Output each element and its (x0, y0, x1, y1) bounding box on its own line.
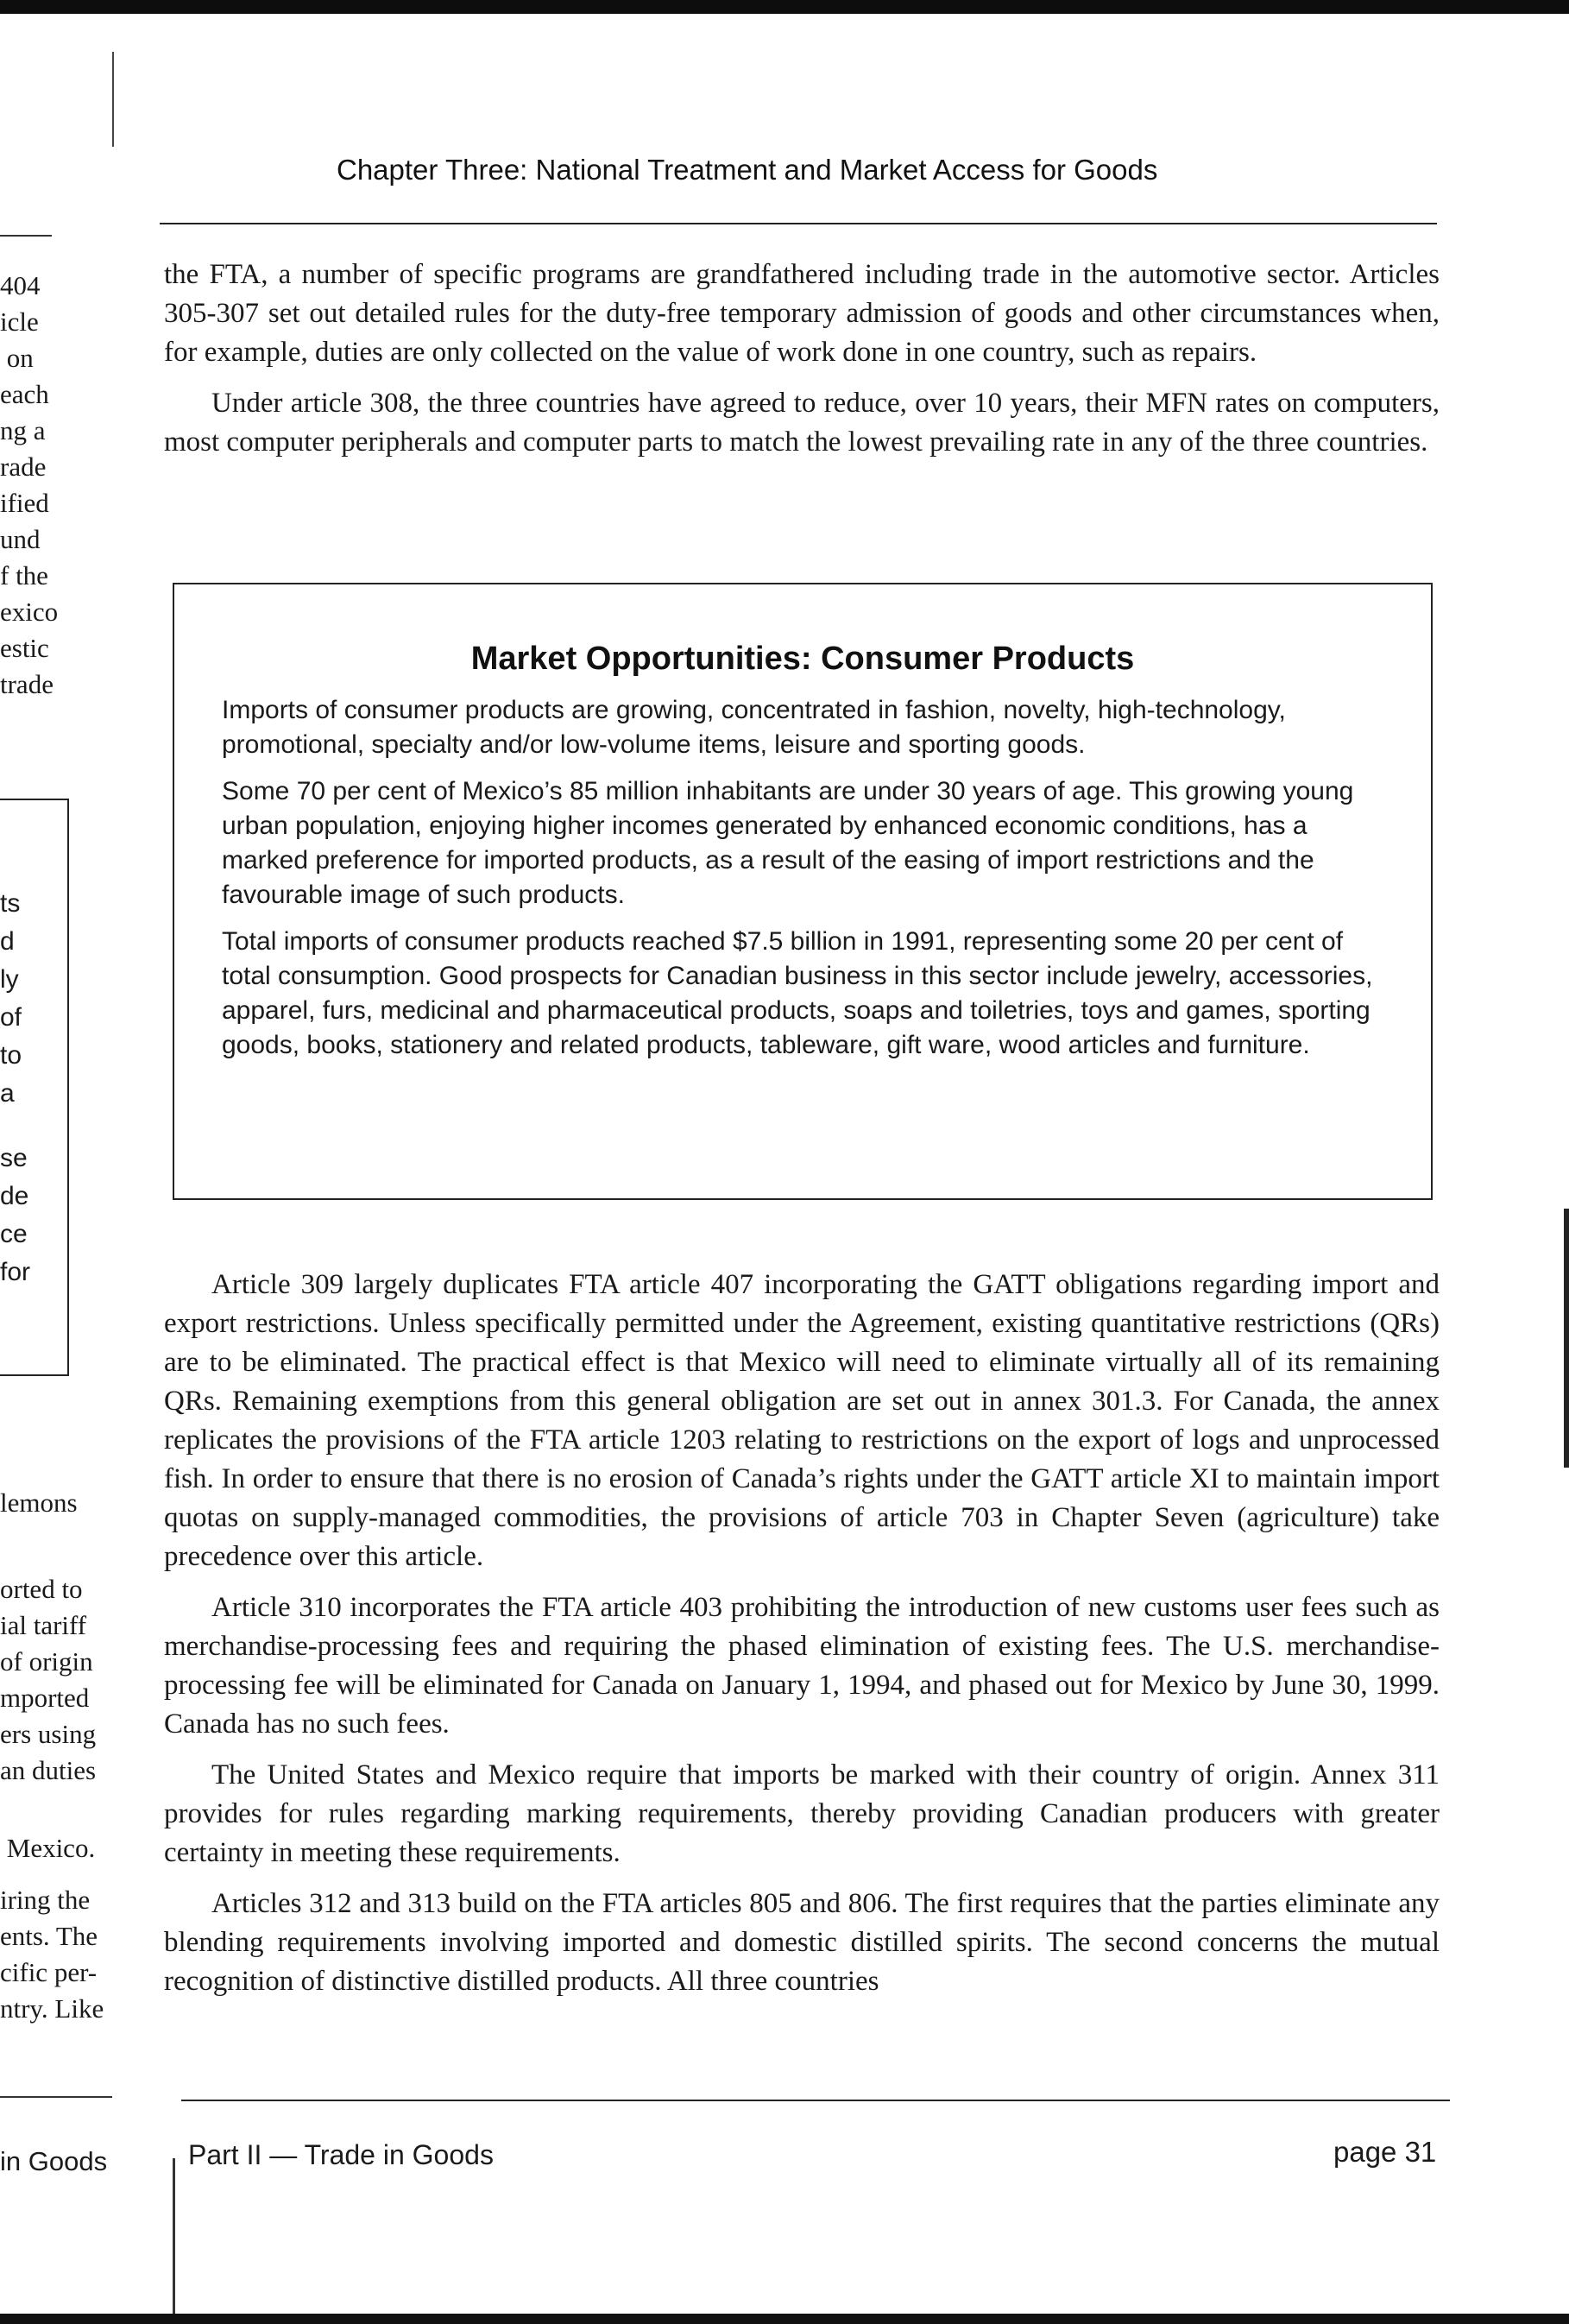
box-paragraph: Imports of consumer products are growing, concentrated in fashion, novelty, high-technology, promotional, specialty and/or low-volume items, leisure and sporting goods. (222, 696, 1286, 759)
margin-text-fragment: lemons (0, 1487, 78, 1518)
scan-binding-line (173, 2158, 175, 2324)
body-text-bottom (164, 1266, 1440, 2013)
scan-margin-mark (112, 52, 114, 147)
margin-text-fragment: se de ce for (0, 1144, 31, 1286)
running-footer: Part II — Trade in Goods (188, 2139, 494, 2170)
footer-rule (181, 2100, 1450, 2101)
box-paragraph: Total imports of consumer products reached $7.5 billion in 1991, representing some 20 per cent of total consumption. Good prospects for Canadian business in this sector include jewelry, accessories, apparel, furs, medicinal and pharmaceutical products, soaps and toiletries, toys and games, sporting goods, books, stationery and related products, tableware, gift ware, wood articles and furniture. (222, 927, 1373, 1059)
scan-right-edge (1564, 1209, 1569, 1468)
header-rule (160, 223, 1437, 224)
scan-top-edge (0, 0, 1569, 14)
margin-footer-fragment: in Goods (0, 2146, 108, 2176)
running-header: Chapter Three: National Treatment and Market Access for Goods (337, 154, 1158, 186)
margin-text-fragment: 404 icle on each ng a rade ified und f the exico estic trade (0, 270, 59, 699)
scan-bottom-edge (0, 2314, 1569, 2324)
box-title: Market Opportunities: Consumer Products (470, 641, 1135, 677)
box-paragraph: Some 70 per cent of Mexico’s 85 million inhabitants are under 30 years of age. This growing young urban population, enjoying higher incomes generated by enhanced economic conditions, has a marked preference for imported products, as a result of the easing of import restrictions and the favourable image of such products. (222, 777, 1354, 909)
paragraph: the FTA, a number of specific programs are grandfathered including trade in the automotive sector. Articles 305-307 set out detailed rules for the duty-free temporary admission of goods and other circumstances when, for example, duties are only collected on the value of work done in one country, such as repairs. (164, 259, 1440, 368)
margin-text-fragment: orted to ial tariff of origin mported ers using an duties (0, 1574, 97, 1785)
margin-rule (0, 2096, 112, 2098)
paragraph: Under article 308, the three countries have agreed to reduce, over 10 years, their MFN rates on computers, most computer peripherals and computer parts to match the lowest prevailing rate in any of the three countries. (164, 388, 1440, 458)
paragraph: Article 310 incorporates the FTA article 403 prohibiting the introduction of new customs user fees such as merchandise-processing fees and requiring the phased elimination of existing fees. The U.S. merchandise-processing fee will be eliminated for Canada on January 1, 1994, and phased out for Mexico by June 30, 1999. Canada has no such fees. (164, 1592, 1440, 1740)
margin-text-fragment: ts d ly of to a (0, 889, 22, 1108)
page-number: page 31 (1333, 2136, 1437, 2168)
margin-text-fragment: Mexico. (0, 1833, 96, 1863)
paragraph: The United States and Mexico require that imports be marked with their country of origin. Annex 311 provides for rules regarding marking requirements, thereby providing Canadian producers with greater certainty in meeting these requirements. (164, 1759, 1440, 1868)
paragraph: Article 309 largely duplicates FTA article 407 incorporating the GATT obligations regarding import and export restrictions. Unless specifically permitted under the Agreement, existing quantitative restrictions (QRs) are to be eliminated. The practical effect is that Mexico will need to eliminate virtually all of its remaining QRs. Remaining exemptions from this general obligation are set out in annex 301.3. For Canada, the annex replicates the provisions of the FTA article 1203 relating to restrictions on the export of logs and unprocessed fish. In order to ensure that there is no erosion of Canada’s rights under the GATT article XI to maintain import quotas on supply-managed commodities, the provisions of article 703 in Chapter Seven (agriculture) take precedence over this article. (164, 1269, 1440, 1572)
sidebar-box-market-opportunities (173, 583, 1433, 1200)
body-text-top (164, 256, 1440, 474)
margin-text-fragment: iring the ents. The cific per- ntry. Like (0, 1885, 104, 2024)
margin-rule (0, 235, 52, 237)
paragraph: Articles 312 and 313 build on the FTA articles 805 and 806. The first requires that the parties eliminate any blending requirements involving imported and domestic distilled spirits. The second concerns the mutual recognition of distinctive distilled products. All three countries (164, 1888, 1440, 1997)
